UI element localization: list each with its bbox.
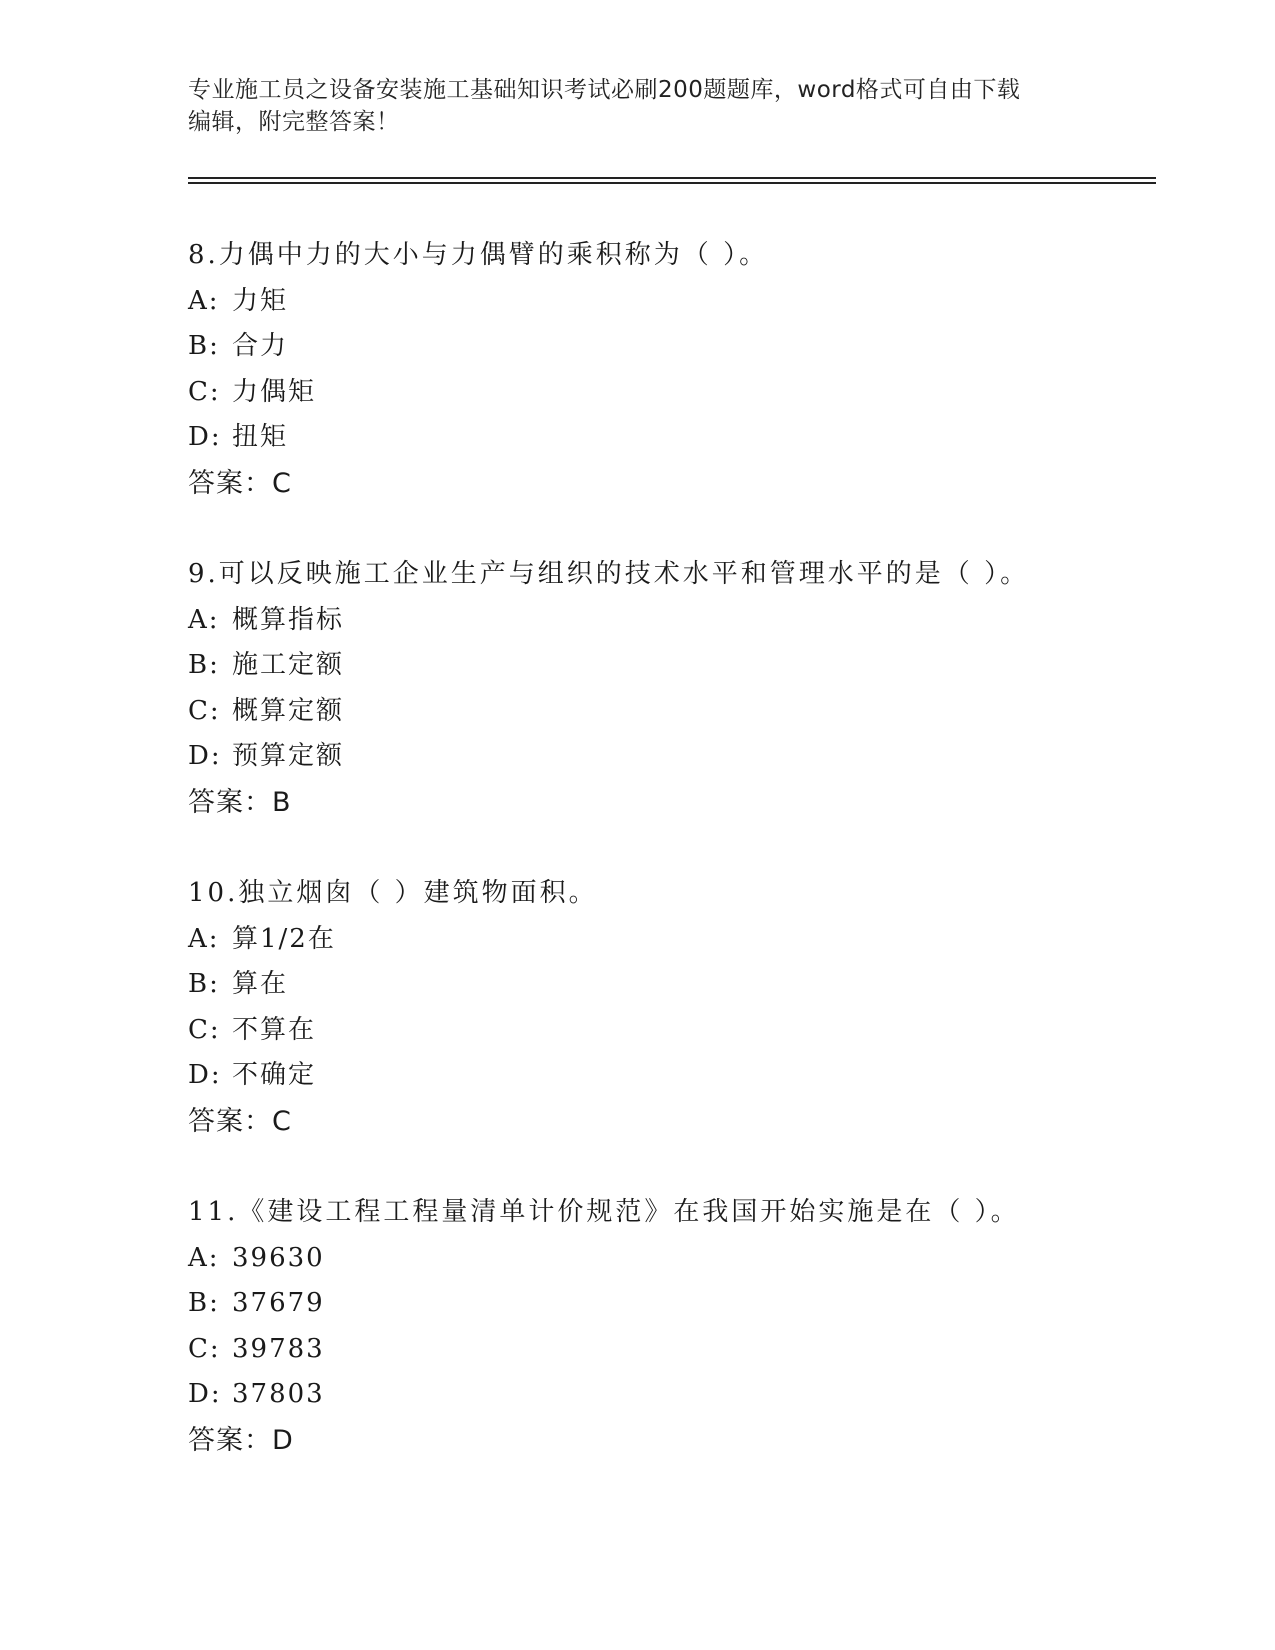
header-divider-top [188, 177, 1156, 179]
question-block [188, 1190, 1148, 1463]
question-stem: 11.《建设工程工程量清单计价规范》在我国开始实施是在（ ）。 [188, 1197, 1020, 1227]
option-a [188, 1236, 1148, 1282]
option-text: 39783 [232, 1333, 325, 1364]
option-c [188, 370, 1148, 416]
option-text: 不确定 [232, 1060, 317, 1090]
option-text: 力偶矩 [232, 376, 317, 407]
answer-line: 答案：C [188, 1105, 292, 1137]
option-letter: B: [188, 650, 220, 680]
option-text: 算1/2在 [232, 923, 336, 954]
header-divider-bottom [188, 182, 1156, 184]
option-letter: C: [188, 695, 221, 726]
option-c [188, 1008, 1148, 1054]
option-text: 概算定额 [232, 695, 345, 726]
option-text: 算在 [232, 969, 289, 999]
option-text: 39630 [232, 1242, 325, 1273]
option-letter: C: [188, 1014, 221, 1045]
option-d [188, 734, 1148, 780]
option-d [188, 415, 1148, 461]
option-text: 37679 [232, 1288, 325, 1318]
option-letter: A: [188, 923, 220, 954]
option-letter: D: [188, 1379, 222, 1409]
option-letter: D: [188, 422, 222, 452]
option-letter: A: [188, 604, 220, 635]
option-letter: A: [188, 285, 220, 316]
option-letter: C: [188, 1333, 221, 1364]
document-header [188, 74, 1088, 138]
header-title-line-2: 编辑，附完整答案！ [188, 109, 400, 135]
answer-line: 答案：D [188, 1424, 294, 1456]
option-letter: B: [188, 1288, 220, 1318]
answer-line: 答案：C [188, 467, 292, 499]
question-stem: 8.力偶中力的大小与力偶臂的乘积称为（ ）。 [188, 240, 769, 270]
option-text: 不算在 [232, 1014, 317, 1045]
answer-line: 答案：B [188, 786, 292, 818]
option-a [188, 598, 1148, 644]
option-a [188, 917, 1148, 963]
question-stem: 10.独立烟囱（ ）建筑物面积。 [188, 878, 598, 908]
option-text: 概算指标 [232, 604, 345, 635]
option-letter: C: [188, 376, 221, 407]
option-letter: D: [188, 741, 222, 771]
option-b [188, 643, 1148, 689]
option-letter: B: [188, 969, 220, 999]
option-text: 施工定额 [232, 650, 345, 680]
option-c [188, 689, 1148, 735]
option-letter: D: [188, 1060, 222, 1090]
option-text: 预算定额 [232, 741, 345, 771]
option-c [188, 1327, 1148, 1373]
option-letter: A: [188, 1242, 220, 1273]
option-text: 合力 [232, 331, 289, 361]
option-b [188, 1281, 1148, 1327]
option-b [188, 962, 1148, 1008]
option-b [188, 324, 1148, 370]
option-text: 37803 [232, 1379, 325, 1409]
option-a [188, 279, 1148, 325]
option-text: 扭矩 [232, 422, 289, 452]
header-title-line-1: 专业施工员之设备安装施工基础知识考试必刷200题题库，word格式可自由下载 [188, 77, 1021, 103]
option-letter: B: [188, 331, 220, 361]
option-d [188, 1372, 1148, 1418]
question-block [188, 871, 1148, 1144]
question-stem: 9.可以反映施工企业生产与组织的技术水平和管理水平的是（ ）。 [188, 559, 1030, 589]
option-text: 力矩 [232, 285, 289, 316]
question-block [188, 552, 1148, 825]
option-d [188, 1053, 1148, 1099]
question-block [188, 233, 1148, 506]
